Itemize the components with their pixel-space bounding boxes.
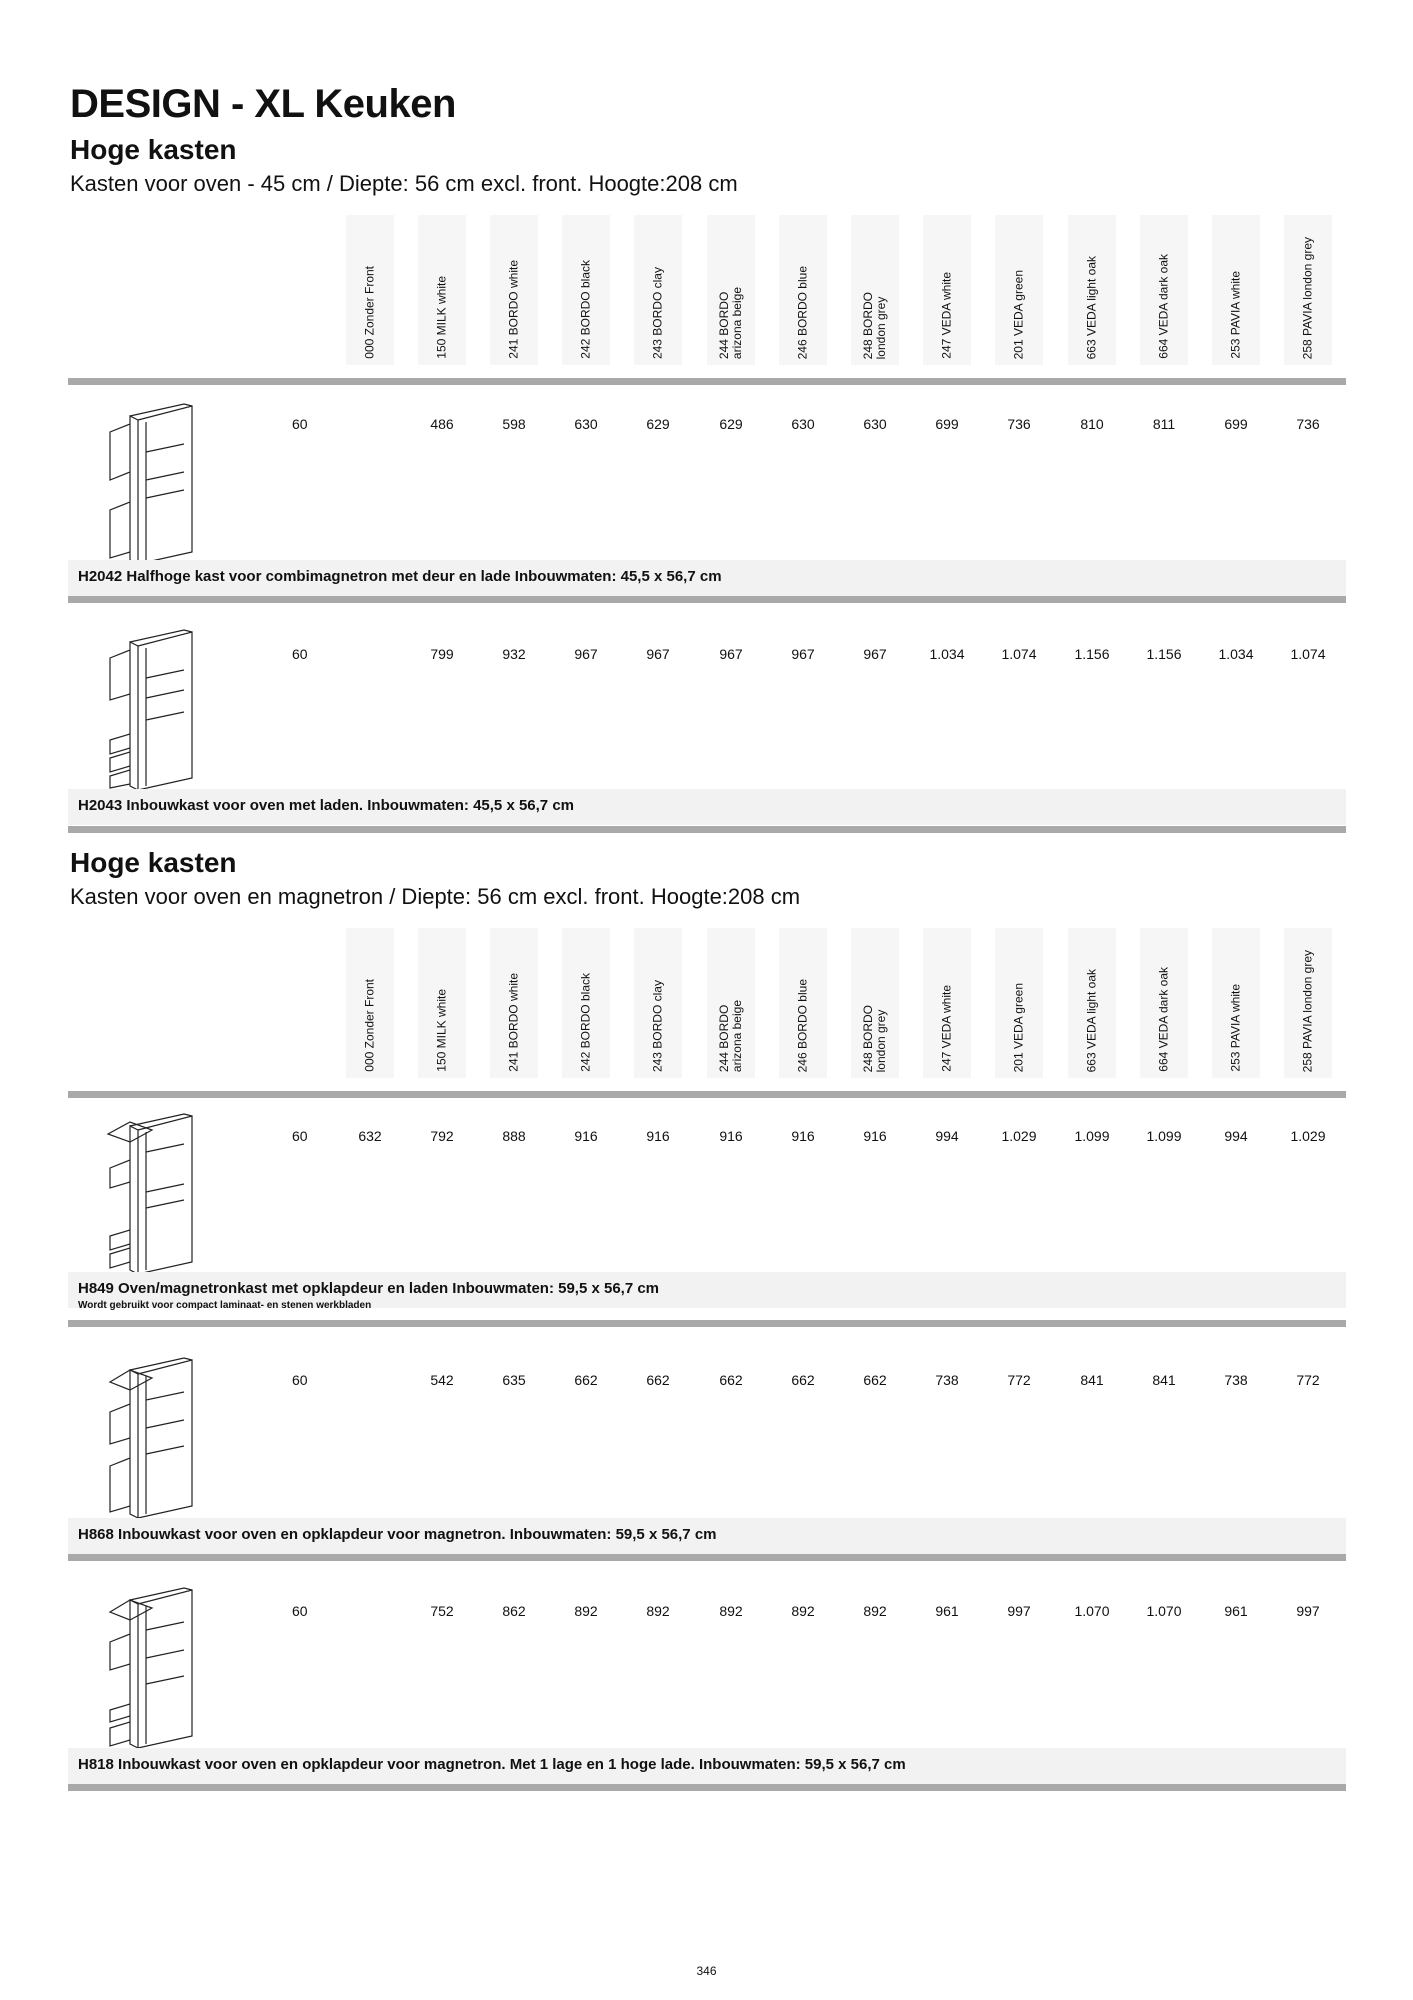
row-height: 60 [292,646,308,662]
row-rule [68,1320,1346,1327]
column-header-label: 000 Zonder Front [362,979,377,1072]
row-height: 60 [292,1372,308,1388]
price-cell: 916 [574,1128,598,1144]
price-cell: 961 [1224,1603,1248,1619]
section-title: Hoge kasten [70,847,237,878]
product-note: Wordt gebruikt voor compact laminaat- en stenen werkbladen [78,1300,372,1311]
row-rule [68,596,1346,603]
price-cell: 1.029 [1001,1128,1037,1144]
price-cell: 810 [1080,416,1104,432]
page-number: 346 [696,1964,717,1978]
column-header [346,928,394,1078]
column-header-label: 663 VEDA light oak [1084,968,1099,1072]
price-cell: 629 [646,416,670,432]
column-header-label: 258 PAVIA london grey [1300,949,1315,1072]
price-cell: 699 [935,416,959,432]
product-code: H868 [78,1526,114,1543]
column-header-label: 243 BORDO clay [650,979,665,1072]
price-cell: 892 [719,1603,743,1619]
column-header [923,928,971,1078]
price-cell: 1.074 [1001,646,1037,662]
section-subtitle: Kasten voor oven en magnetron / Diepte: 56 cm excl. front. Hoogte:208 cm [70,884,801,909]
price-cell: 1.029 [1290,1128,1326,1144]
column-header [490,928,538,1078]
column-header-label: 241 BORDO white [506,973,521,1072]
price-cell: 916 [791,1128,815,1144]
product-caption [78,568,722,585]
price-cell: 1.099 [1146,1128,1182,1144]
price-cell: 1.156 [1074,646,1110,662]
price-cell: 632 [358,1128,382,1144]
price-cell: 662 [719,1372,743,1388]
price-cell: 662 [791,1372,815,1388]
column-header [562,215,610,365]
column-header [1068,928,1116,1078]
price-cell: 772 [1007,1372,1031,1388]
price-cell: 1.070 [1146,1603,1182,1619]
price-cell: 916 [863,1128,887,1144]
price-cell: 799 [430,646,454,662]
column-header-label: 000 Zonder Front [362,266,377,359]
price-cell: 662 [646,1372,670,1388]
column-header [1140,928,1188,1078]
column-header-label: 253 PAVIA white [1228,984,1243,1072]
price-cell: 967 [646,646,670,662]
row-rule [68,1784,1346,1791]
price-cell: 862 [502,1603,526,1619]
column-header-label: 664 VEDA dark oak [1156,254,1171,359]
price-cell: 752 [430,1603,454,1619]
price-cell: 736 [1296,416,1320,432]
price-cell: 811 [1152,416,1176,432]
column-header [1284,215,1332,365]
price-cell: 598 [502,416,526,432]
column-header [418,928,466,1078]
price-cell: 662 [574,1372,598,1388]
column-header [779,928,827,1078]
column-header [634,215,682,365]
column-header-label: 663 VEDA light oak [1084,255,1099,359]
column-header [707,215,755,365]
price-cell: 1.099 [1074,1128,1110,1144]
cabinet-door-drawer-icon [100,402,210,572]
price-cell: 916 [719,1128,743,1144]
column-header [634,928,682,1078]
product-description: Halfhoge kast voor combimagnetron met deur en lade Inbouwmaten: 45,5 x 56,7 cm [126,568,722,585]
column-header-label: 258 PAVIA london grey [1300,236,1315,359]
column-header-label: 150 MILK white [434,989,449,1072]
column-header [418,215,466,365]
price-cell: 892 [863,1603,887,1619]
column-header [707,928,755,1078]
column-header-label: 247 VEDA white [939,985,954,1072]
price-cell: 997 [1007,1603,1031,1619]
price-cell: 967 [719,646,743,662]
column-header-label: 201 VEDA green [1011,269,1026,359]
row-height: 60 [292,1128,308,1144]
price-cell: 792 [430,1128,454,1144]
row-height: 60 [292,1603,308,1619]
price-cell: 738 [1224,1372,1248,1388]
column-header-label: 150 MILK white [434,276,449,359]
cabinet-flap-drawers-icon [100,1112,210,1282]
column-header-label: 246 BORDO blue [795,978,810,1072]
column-header [1284,928,1332,1078]
product-code: H2043 [78,797,123,814]
price-cell: 738 [935,1372,959,1388]
column-header-label: 247 VEDA white [939,272,954,359]
price-cell: 736 [1007,416,1031,432]
product-caption [78,1526,717,1543]
price-cell: 892 [791,1603,815,1619]
product-description: Inbouwkast voor oven en opklapdeur voor magnetron. Met 1 lage en 1 hoge lade. Inbouwmaten: 59,5 x 56,7 cm [118,1756,906,1773]
column-header [490,215,538,365]
row-height: 60 [292,416,308,432]
row-rule [68,1554,1346,1561]
product-caption [78,1756,906,1773]
column-header [923,215,971,365]
column-header [346,215,394,365]
column-header [1212,215,1260,365]
price-cell: 892 [574,1603,598,1619]
price-cell: 994 [935,1128,959,1144]
price-cell: 967 [863,646,887,662]
product-description: Inbouwkast voor oven en opklapdeur voor magnetron. Inbouwmaten: 59,5 x 56,7 cm [118,1526,717,1543]
column-header [851,215,899,365]
document-title: DESIGN - XL Keuken [70,82,456,126]
price-cell: 629 [719,416,743,432]
price-cell: 961 [935,1603,959,1619]
column-header [995,215,1043,365]
column-header-label: 253 PAVIA white [1228,271,1243,359]
price-cell: 1.156 [1146,646,1182,662]
column-header [1068,215,1116,365]
header-rule [68,378,1346,385]
price-cell: 1.034 [1218,646,1254,662]
price-cell: 542 [430,1372,454,1388]
product-caption [78,1280,659,1297]
column-header [562,928,610,1078]
price-cell: 994 [1224,1128,1248,1144]
price-cell: 841 [1080,1372,1104,1388]
cabinet-drawers-icon [100,628,210,798]
column-header-label: 242 BORDO black [578,973,593,1072]
column-header-label: 246 BORDO blue [795,265,810,359]
column-header-label: 241 BORDO white [506,260,521,359]
column-header [779,215,827,365]
price-cell: 1.074 [1290,646,1326,662]
price-cell: 967 [791,646,815,662]
price-cell: 1.034 [929,646,965,662]
price-cell: 892 [646,1603,670,1619]
cabinet-flap-two-drawers-icon [100,1586,210,1756]
price-cell: 630 [791,416,815,432]
product-code: H818 [78,1756,114,1773]
product-description: Inbouwkast voor oven met laden. Inbouwmaten: 45,5 x 56,7 cm [126,797,574,814]
price-cell: 635 [502,1372,526,1388]
header-rule [68,1091,1346,1098]
section-subtitle: Kasten voor oven - 45 cm / Diepte: 56 cm excl. front. Hoogte:208 cm [70,171,738,196]
row-rule [68,826,1346,833]
column-header-label: 242 BORDO black [578,260,593,359]
column-header-label: 243 BORDO clay [650,266,665,359]
column-header [1140,215,1188,365]
price-cell: 1.070 [1074,1603,1110,1619]
section-title: Hoge kasten [70,134,237,165]
column-header-label: 244 BORDO arizona beige [717,999,744,1072]
price-cell: 997 [1296,1603,1320,1619]
price-cell: 486 [430,416,454,432]
price-cell: 967 [574,646,598,662]
price-cell: 630 [863,416,887,432]
price-cell: 932 [502,646,526,662]
cabinet-flap-doors-icon [100,1356,210,1526]
product-code: H2042 [78,568,123,585]
column-header [1212,928,1260,1078]
column-header-label: 248 BORDO london grey [861,1004,888,1072]
column-header-label: 248 BORDO london grey [861,291,888,359]
price-cell: 699 [1224,416,1248,432]
column-header-label: 244 BORDO arizona beige [717,286,744,359]
column-header-label: 201 VEDA green [1011,982,1026,1072]
product-description: Oven/magnetronkast met opklapdeur en laden Inbouwmaten: 59,5 x 56,7 cm [118,1280,660,1297]
price-cell: 662 [863,1372,887,1388]
price-cell: 772 [1296,1372,1320,1388]
product-caption [78,797,574,814]
column-header [995,928,1043,1078]
price-cell: 888 [502,1128,526,1144]
product-code: H849 [78,1280,114,1297]
price-cell: 916 [646,1128,670,1144]
column-header [851,928,899,1078]
price-cell: 630 [574,416,598,432]
price-cell: 841 [1152,1372,1176,1388]
column-header-label: 664 VEDA dark oak [1156,967,1171,1072]
